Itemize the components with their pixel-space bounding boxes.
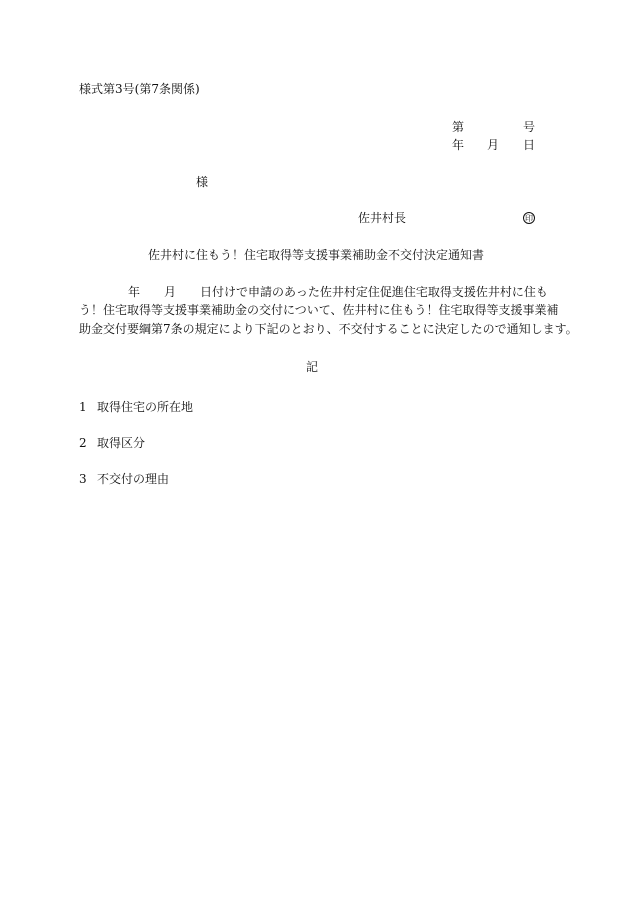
doc-number-go: 号 bbox=[523, 120, 536, 134]
item-1-number: 1 bbox=[79, 400, 87, 414]
body-line-3: 助金交付要綱第7条の規定により下記のとおり、不交付することに決定したので通知します。 bbox=[79, 322, 578, 336]
item-1-label: 取得住宅の所在地 bbox=[97, 400, 194, 414]
body-line-1: 日付けで申請のあった佐井村定住促進住宅取得支援佐井村に住も bbox=[200, 285, 548, 299]
item-3-number: 3 bbox=[79, 472, 87, 486]
item-2-number: 2 bbox=[79, 436, 87, 450]
sender-title: 佐井村長 bbox=[358, 211, 407, 225]
document-title: 佐井村に住もう！住宅取得等支援事業補助金不交付決定通知書 bbox=[148, 248, 485, 262]
date-year: 年 bbox=[452, 138, 465, 152]
date-day: 日 bbox=[523, 138, 536, 152]
item-2-label: 取得区分 bbox=[97, 436, 146, 450]
ki-heading: 記 bbox=[306, 360, 319, 374]
item-3-label: 不交付の理由 bbox=[97, 472, 170, 486]
body-line-2: う！住宅取得等支援事業補助金の交付について、佐井村に住もう！住宅取得等支援事業補 bbox=[79, 303, 559, 317]
addressee-suffix: 様 bbox=[196, 175, 209, 189]
seal-mark: 印 bbox=[525, 214, 533, 223]
form-label: 様式第3号(第7条関係) bbox=[79, 82, 200, 96]
body-date-month: 月 bbox=[164, 285, 177, 299]
date-month: 月 bbox=[487, 138, 500, 152]
body-date-year: 年 bbox=[128, 285, 141, 299]
doc-number-dai: 第 bbox=[452, 120, 465, 134]
